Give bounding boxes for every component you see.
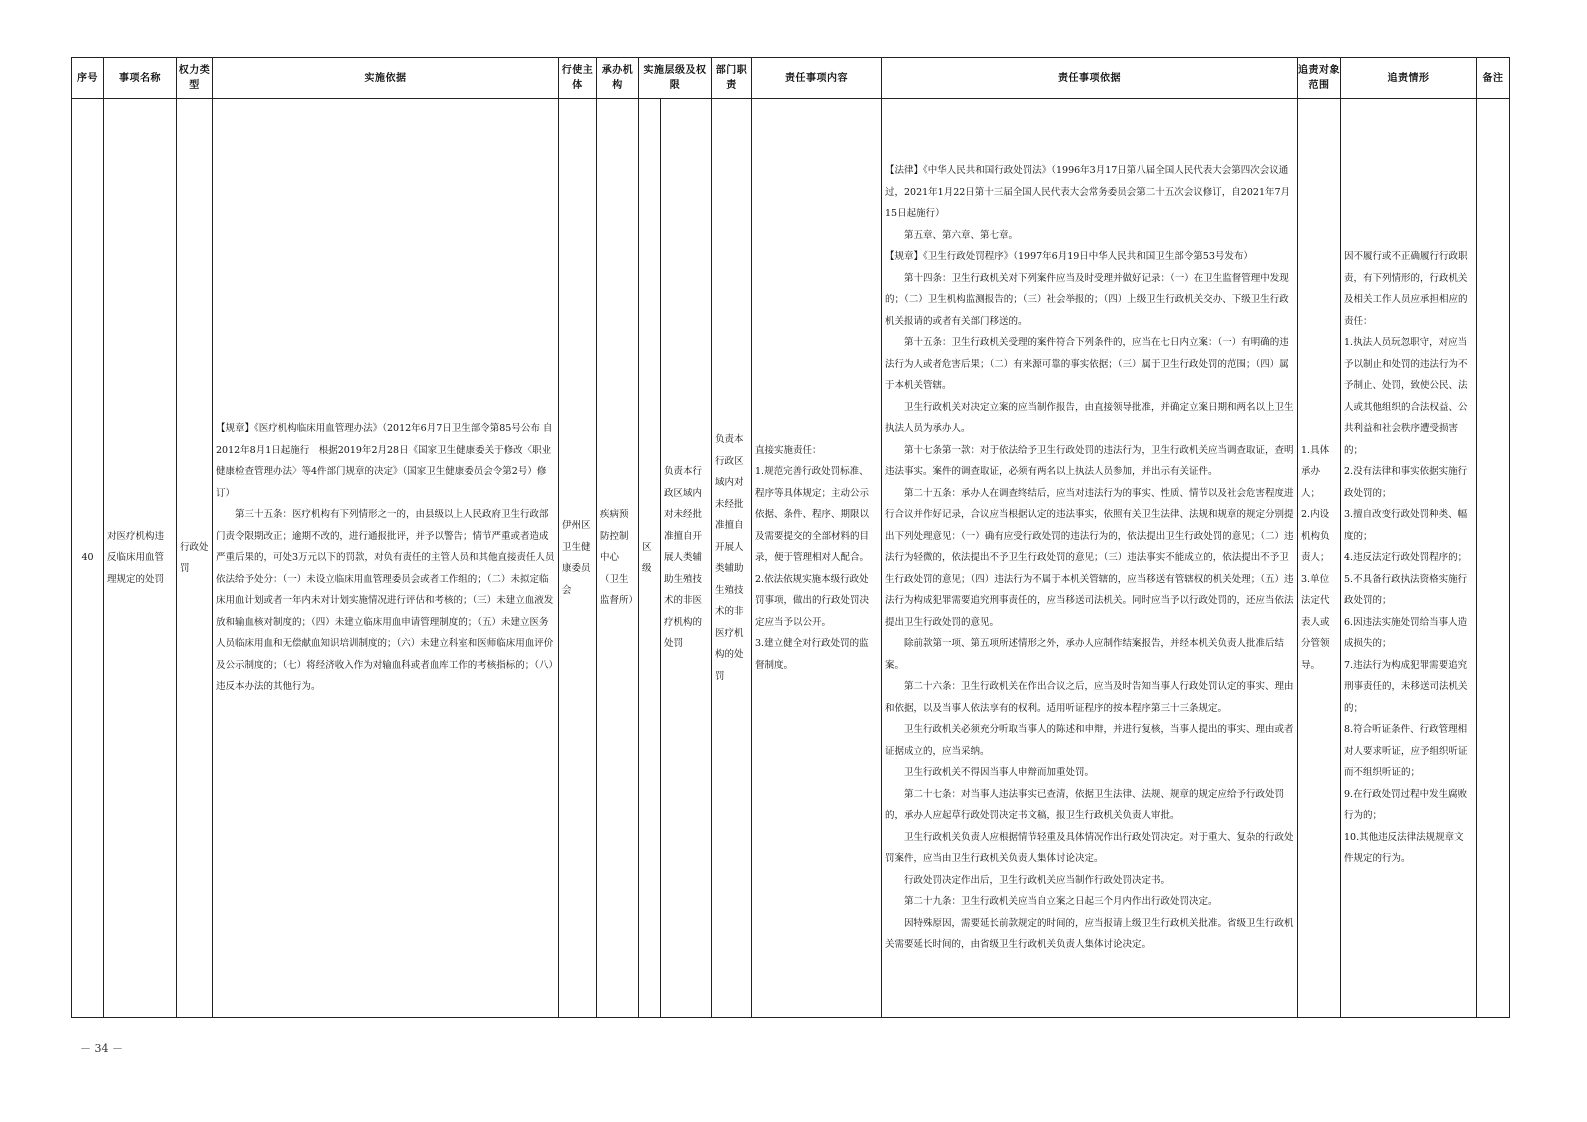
case-item: 4.违反法定行政处罚程序的； xyxy=(1344,552,1468,564)
header-org: 承办机构 xyxy=(597,58,639,99)
header-name: 事项名称 xyxy=(104,58,177,99)
resp-content-line: 2.依法依规实施本级行政处罚事项，做出的行政处罚决定应当予以公开。 xyxy=(755,573,870,628)
cell-accountability-cases xyxy=(1341,99,1477,1018)
cell-org: 疾病预防控制中心（卫生监督所） xyxy=(597,99,639,1018)
resp-content-line: 直接实施责任： xyxy=(755,444,822,456)
resp-basis-paragraph: 第十五条：卫生行政机关受理的案件符合下列条件的，应当在七日内立案：（一）有明确的违法行为人或者危害后果；（二）有来源可靠的事实依据；（三）属于卫生行政处罚的范围；（四）属于本机关管辖。 xyxy=(885,337,1289,392)
cell-name: 对医疗机构违反临床用血管理规定的处罚 xyxy=(104,99,177,1018)
cell-authority: 负责本行政区域内对未经批准擅自开展人类辅助生殖技术的非医疗机构的处罚 xyxy=(661,99,712,1018)
resp-basis-paragraph: 第二十九条：卫生行政机关应当自立案之日起三个月内作出行政处罚决定。 xyxy=(904,896,1218,908)
resp-basis-paragraph: 行政处罚决定作出后，卫生行政机关应当制作行政处罚决定书。 xyxy=(904,874,1171,886)
resp-basis-paragraph: 因特殊原因，需要延长前款规定的时间的，应当报请上级卫生行政机关批准。省级卫生行政机关需要延长时间的，由省级卫生行政机关负责人集体讨论决定。 xyxy=(885,917,1294,951)
resp-basis-paragraph: 第二十六条：卫生行政机关在作出合议之后，应当及时告知当事人行政处罚认定的事实、理由和依据，以及当事人依法享有的权利。适用听证程序的按本程序第三十三条规定。 xyxy=(885,681,1294,714)
header-level: 实施层级及权限 xyxy=(639,58,712,99)
cell-subject: 伊州区卫生健康委员会 xyxy=(559,99,597,1018)
case-item: 9.在行政处罚过程中发生腐败行为的； xyxy=(1344,788,1468,822)
scope-item: 1.具体承办人； xyxy=(1301,444,1330,499)
header-resp-basis: 责任事项依据 xyxy=(882,58,1298,99)
resp-content-line: 1.规范完善行政处罚标准、程序等具体规定；主动公示依据、条件、程序、期限以及需要提交的全部材料的目录，便于管理相对人配合。 xyxy=(755,466,870,564)
resp-basis-paragraph: 第五章、第六章、第七章。 xyxy=(904,229,1019,241)
resp-basis-paragraph: 第二十五条：承办人在调查终结后，应当对违法行为的事实、性质、情节以及社会危害程度进行合议并作好记录，合议应当根据认定的违法事实，依照有关卫生法律、法规和规章的规定分别提出下列处理意见：（一）确有应受行政处罚的违法行为的，依法提出卫生行政处罚的意见；（二）违法行为轻微的，依法提出不予卫生行政处罚的意见；（三）违法事实不能成立的，依法提出不予卫生行政处罚的意见；（四）违法行为不属于本机关管辖的，应当移送有管辖权的机关处理；（五）违法行为构成犯罪需要追究刑事责任的，应当移送司法机关。同时应当予以行政处罚的，还应当依法提出卫生行政处罚的意见。 xyxy=(885,487,1294,628)
header-seq: 序号 xyxy=(72,58,104,99)
case-item: 7.违法行为构成犯罪需要追究刑事责任的，未移送司法机关的； xyxy=(1344,659,1468,714)
resp-basis-paragraph: 【法律】《中华人民共和国行政处罚法》（1996年3月17日第八届全国人民代表大会第四次会议通过，2021年1月22日第十三届全国人民代表大会常务委员会第二十五次会议修订，自2021年7月15日起施行） xyxy=(885,165,1291,220)
header-dept-duty: 部门职责 xyxy=(712,58,752,99)
case-item: 5.不具备行政执法资格实施行政处罚的； xyxy=(1344,573,1468,607)
header-power-type: 权力类型 xyxy=(177,58,213,99)
case-item: 8.符合听证条件、行政管理相对人要求听证，应予组织听证而不组织听证的； xyxy=(1344,724,1468,779)
case-item: 因不履行或不正确履行行政职责，有下列情形的，行政机关及相关工作人员应承担相应的责任： xyxy=(1344,251,1468,327)
scope-item: 3.单位法定代表人或分管领导。 xyxy=(1301,573,1330,671)
resp-basis-paragraph: 第十七条第一款：对于依法给予卫生行政处罚的违法行为，卫生行政机关应当调查取证，查明违法事实。案件的调查取证，必须有两名以上执法人员参加，并出示有关证件。 xyxy=(885,444,1294,478)
resp-basis-paragraph: 卫生行政机关对决定立案的应当制作报告，由直接领导批准，并确定立案日期和两名以上卫生执法人员为承办人。 xyxy=(885,401,1294,435)
scope-item: 2.内设机构负责人； xyxy=(1301,509,1330,564)
case-item: 1.执法人员玩忽职守，对应当予以制止和处罚的违法行为不予制止、处罚，致使公民、法人或其他组织的合法权益、公共利益和社会秩序遭受损害的； xyxy=(1344,337,1468,456)
header-accountability-scope: 追责对象范围 xyxy=(1298,58,1341,99)
cell-remarks xyxy=(1477,99,1510,1018)
cell-seq: 40 xyxy=(72,99,104,1018)
resp-basis-paragraph: 第十四条：卫生行政机关对下列案件应当及时受理并做好记录：（一）在卫生监督管理中发现的；（二）卫生机构监测报告的；（三）社会举报的；（四）上级卫生行政机关交办、下级卫生行政机关报请的或者有关部门移送的。 xyxy=(885,272,1289,327)
resp-basis-paragraph: 除前款第一项、第五项所述情形之外，承办人应制作结案报告，并经本机关负责人批准后结案。 xyxy=(885,638,1285,671)
header-basis: 实施依据 xyxy=(213,58,559,99)
header-remarks: 备注 xyxy=(1477,58,1510,99)
page-number: － 34 － xyxy=(80,1042,123,1055)
basis-paragraph: 【规章】《医疗机构临床用血管理办法》（2012年6月7日卫生部令第85号公布 自2012年8月1日起施行 根据2019年2月28日《国家卫生健康委关于修改〈职业健康检查管理办法〉等4件部门规章的决定》（国家卫生健康委员会令第2号）修订） xyxy=(216,423,553,499)
cell-resp-content xyxy=(752,99,882,1018)
header-accountability-cases: 追责情形 xyxy=(1341,58,1477,99)
resp-basis-paragraph: 第二十七条：对当事人违法事实已查清，依据卫生法律、法规、规章的规定应给予行政处罚的，承办人应起草行政处罚决定书文稿，报卫生行政机关负责人审批。 xyxy=(885,788,1285,822)
cell-level: 区级 xyxy=(639,99,661,1018)
table-row xyxy=(72,99,1510,1018)
case-item: 2.没有法律和事实依据实施行政处罚的； xyxy=(1344,466,1468,499)
cell-power-type: 行政处罚 xyxy=(177,99,213,1018)
resp-basis-paragraph: 卫生行政机关负责人应根据情节轻重及具体情况作出行政处罚决定。对于重大、复杂的行政处罚案件，应当由卫生行政机关负责人集体讨论决定。 xyxy=(885,831,1294,865)
resp-content-line: 3.建立健全对行政处罚的监督制度。 xyxy=(755,638,869,671)
cell-resp-basis xyxy=(882,99,1298,1018)
case-item: 10.其他违反法律法规规章文件规定的行为。 xyxy=(1344,831,1464,865)
cell-accountability-scope xyxy=(1298,99,1341,1018)
cell-basis xyxy=(213,99,559,1018)
case-item: 3.擅自改变行政处罚种类、幅度的； xyxy=(1344,509,1468,542)
resp-basis-paragraph: 卫生行政机关不得因当事人申辩而加重处罚。 xyxy=(904,767,1095,779)
case-item: 6.因违法实施处罚给当事人造成损失的； xyxy=(1344,616,1468,650)
basis-paragraph: 第三十五条：医疗机构有下列情形之一的，由县级以上人民政府卫生行政部门责令限期改正；逾期不改的，进行通报批评，并予以警告；情节严重或者造成严重后果的，可处3万元以下的罚款，对负有责任的主管人员和其他直接责任人员依法给予处分：（一）未设立临床用血管理委员会或者工作组的；（二）未拟定临床用血计划或者一年内未对计划实施情况进行评估和考核的；（三）未建立血液发放和输血核对制度的；（四）未建立临床用血申请管理制度的；（五）未建立医务人员临床用血和无偿献血知识培训制度的；（六）未建立科室和医师临床用血评价及公示制度的；（七）将经济收入作为对输血科或者血库工作的考核指标的；（八）违反本办法的其他行为。 xyxy=(216,509,555,693)
header-resp-content: 责任事项内容 xyxy=(752,58,882,99)
header-subject: 行使主体 xyxy=(559,58,597,99)
header-row xyxy=(72,58,1510,99)
resp-basis-paragraph: 【规章】《卫生行政处罚程序》（1997年6月19日中华人民共和国卫生部令第53号发布） xyxy=(885,251,1253,263)
cell-dept-duty: 负责本行政区域内对未经批准擅自开展人类辅助生殖技术的非医疗机构的处罚 xyxy=(712,99,752,1018)
resp-basis-paragraph: 卫生行政机关必须充分听取当事人的陈述和申辩，并进行复核，当事人提出的事实、理由或者证据成立的，应当采纳。 xyxy=(885,724,1294,757)
responsibility-table xyxy=(71,57,1510,1018)
